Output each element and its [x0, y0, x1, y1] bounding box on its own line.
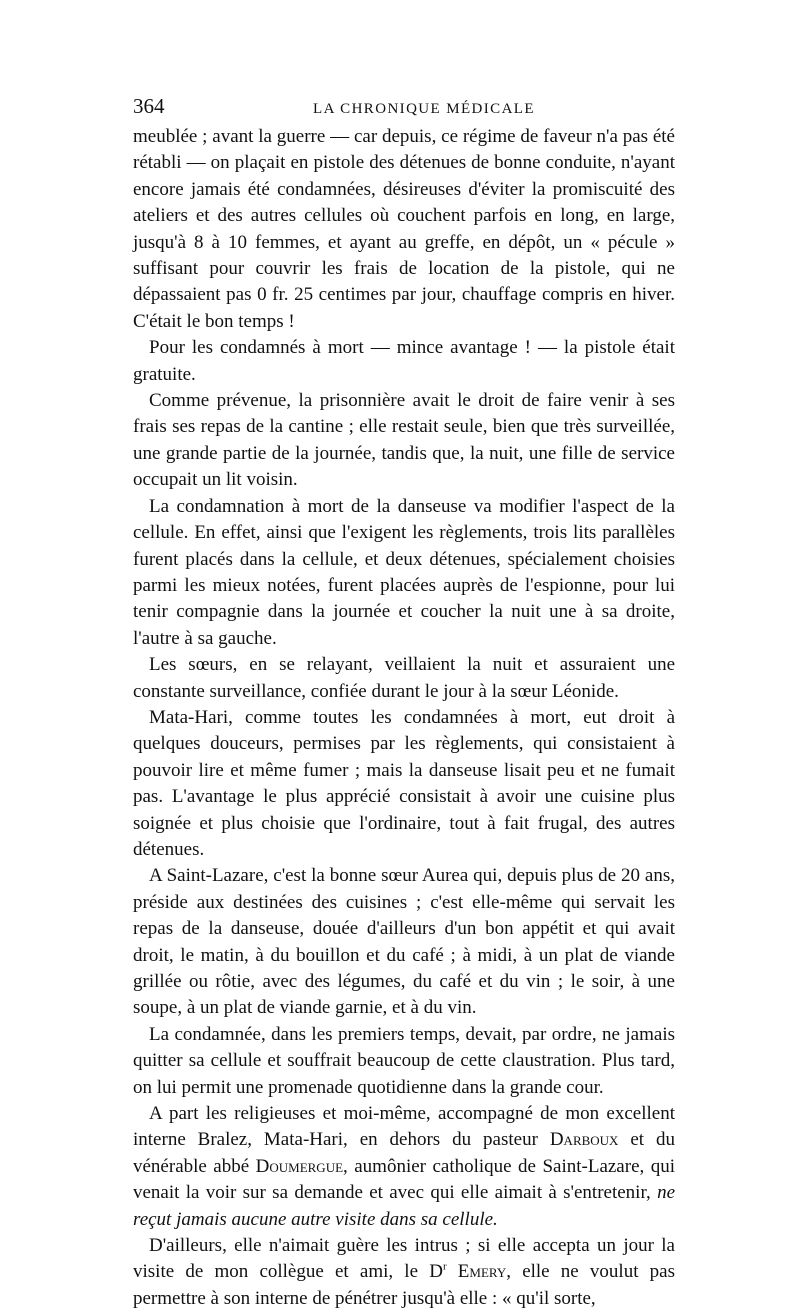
paragraph-5: Les sœurs, en se relayant, veillaient la nuit et assuraient une constante surveillance, confiée durant le jour à la sœur Léonide.: [133, 654, 675, 702]
name-emery: Emery: [457, 1261, 507, 1283]
page-number: 364: [133, 94, 165, 118]
name-darboux: Darboux: [549, 1129, 619, 1151]
paragraph-4: La condamnation à mort de la danseuse va modifier l'aspect de la cellule. En effet, ainsi que l'exigent les règlements, trois lits parallèles furent placés dans la cellule, et deux détenues, spécialement choisies parmi les mieux notées, furent placées auprès de l'espionne, pour lui tenir compagnie dans la journée et coucher la nuit une à sa droite, l'autre à sa gauche.: [133, 495, 675, 649]
paragraph-8: La condamnée, dans les premiers temps, devait, par ordre, ne jamais quitter sa cellule et souffrait beaucoup de cette claustration. Plus tard, on lui permit une promenade quotidienne dans la grande cour.: [133, 1023, 675, 1098]
paragraph-1: meublée ; avant la guerre — car depuis, ce régime de faveur n'a pas été rétabli — on plaçait en pistole des détenues de bonne conduite, n'ayant encore jamais été condamnées, désireuses d'éviter la promiscuité des ateliers et des autres cellules où couchent parfois en long, en large, jusqu'à 8 à 10 femmes, et ayant au greffe, en dépôt, un « pécule » suffisant pour couvrir les frais de location de la pistole, qui ne dépassaient pas 0 fr. 25 centimes par jour, chauffage compris en hiver. C'était le bon temps !: [133, 126, 675, 332]
running-head: LA CHRONIQUE MÉDICALE: [313, 101, 535, 117]
paragraph-2: Pour les condamnés à mort — mince avantage ! — la pistole était gratuite.: [133, 337, 675, 385]
paragraph-7: A Saint-Lazare, c'est la bonne sœur Aurea qui, depuis plus de 20 ans, préside aux destinées des cuisines ; c'est elle-même qui servait les repas de la danseuse, douée d'ailleurs d'un bon appétit et qui avait droit, le matin, à du bouillon et du café ; à midi, à un plat de viande grillée ou rôtie, avec des légumes, du café et du vin ; le soir, à une soupe, à un plat de viande garnie, et à du vin.: [133, 865, 675, 1019]
paragraph-10: [133, 1233, 675, 1312]
book-page: [133, 94, 675, 1312]
doctor-abbrev-superscript: r: [442, 1261, 447, 1274]
paragraph-9-text-c: , aumônier catholique de Saint-Lazare, qui venait la voir sur sa demande et avec qui elle aimait à s'entretenir,: [133, 1155, 675, 1204]
italic-emphasis: ne reçut jamais aucune autre visite dans sa cellule.: [133, 1182, 675, 1230]
name-doumergue: Doumergue: [255, 1155, 344, 1177]
paragraph-10-text-b: , elle ne voulut pas permettre à son interne de pénétrer jusqu'à elle : « qu'il sorte,: [133, 1261, 675, 1309]
body-text: [133, 124, 675, 1312]
paragraph-6: Mata-Hari, comme toutes les condamnées à mort, eut droit à quelques douceurs, permises par les règlements, qui consistaient à pouvoir lire et même fumer ; mais la danseuse lisait peu et ne fumait pas. L'avantage le plus apprécié consistait à avoir une cuisine plus soignée et plus choisie que l'ordinaire, tout à fait frugal, des autres détenues.: [133, 706, 675, 860]
paragraph-3: Comme prévenue, la prisonnière avait le droit de faire venir à ses frais ses repas de la cantine ; elle restait seule, bien que très surveillée, une grande partie de la journée, tandis que, la nuit, une fille de service occupait un lit voisin.: [133, 390, 675, 491]
paragraph-10-text-a: D'ailleurs, elle n'aimait guère les intrus ; si elle accepta un jour la visite de mon collègue et ami, le D: [133, 1235, 675, 1283]
paragraph-9-text-b: et du vénérable abbé: [133, 1129, 675, 1177]
paragraph-9-text-a: A part les religieuses et moi-même, accompagné de mon excellent interne Bralez, Mata-Hari, en dehors du pasteur: [133, 1103, 675, 1151]
paragraph-9: [133, 1101, 675, 1233]
page-header: [133, 94, 675, 124]
